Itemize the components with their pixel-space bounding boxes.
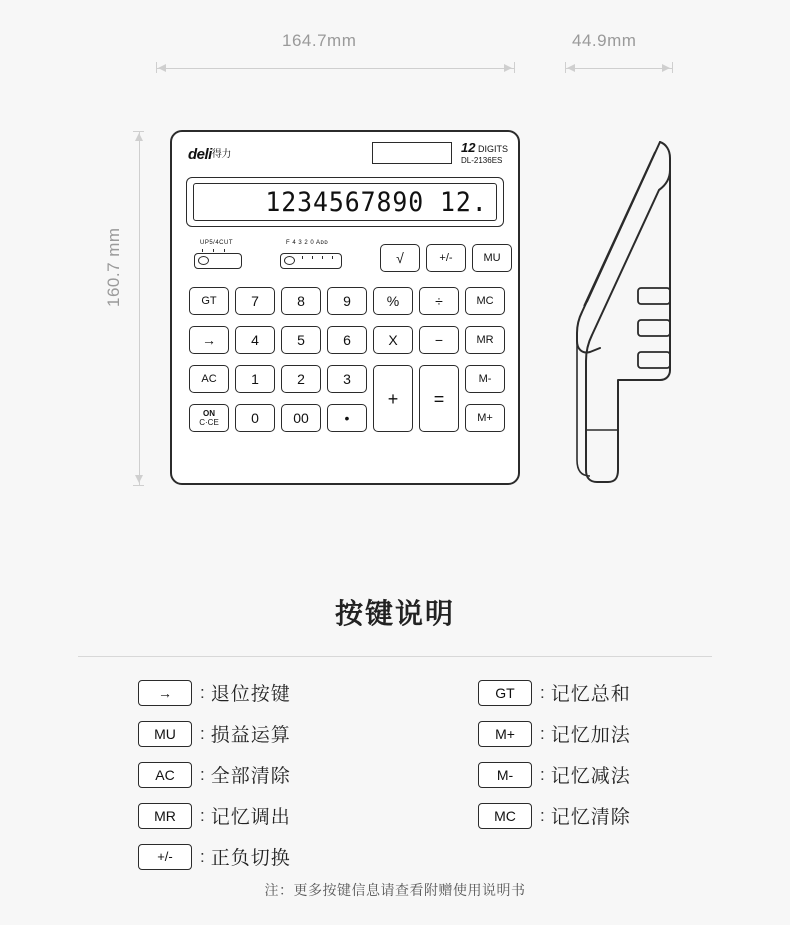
brand-logo [188, 145, 231, 163]
legend-colon: : [540, 764, 545, 784]
switch-rounding-knob[interactable] [198, 256, 209, 265]
switch-row [186, 240, 504, 274]
legend-colon: : [540, 682, 545, 702]
dimension-height-arrow-bottom [135, 475, 143, 483]
key-on-c-ce[interactable] [189, 404, 229, 432]
model-block [461, 141, 508, 165]
key-plusminus[interactable]: +/- [426, 244, 466, 272]
key-6[interactable]: 6 [327, 326, 367, 354]
key-decimal-point[interactable]: • [327, 404, 367, 432]
dimension-height-line [139, 131, 140, 485]
digits-number: 12 [461, 140, 476, 155]
legend-item-mc [478, 795, 790, 836]
brand-logo-text: deli [188, 146, 212, 163]
key-m-plus[interactable]: M+ [465, 404, 505, 432]
legend-item-plusminus [138, 836, 455, 877]
switch-label-decimal: F 4 3 2 0 Aᴅᴅ [286, 240, 329, 246]
legend-text-plusminus: 正负切换 [210, 848, 291, 869]
key-mu[interactable]: MU [472, 244, 512, 272]
legend-text-mc: 记忆清除 [550, 807, 631, 828]
legend-colon: : [540, 805, 545, 825]
digits-label [461, 141, 508, 156]
key-mc[interactable]: MC [465, 287, 505, 315]
legend-key-ac[interactable]: AC [138, 762, 192, 788]
legend-key-m-plus[interactable]: M+ [478, 721, 532, 747]
solar-panel [372, 142, 452, 164]
switch-tick-b [213, 249, 214, 252]
digits-word: DIGITS [477, 144, 508, 154]
legend-colon: : [200, 723, 205, 743]
switch-decimal-knob[interactable] [284, 256, 295, 265]
legend-text-backspace: 退位按键 [210, 684, 291, 705]
legend-item-mr [138, 795, 455, 836]
key-5[interactable]: 5 [281, 326, 321, 354]
model-number: DL-2136ES [461, 155, 503, 165]
legend-text-m-plus: 记忆加法 [550, 725, 631, 746]
legend-key-plusminus[interactable]: +/- [138, 844, 192, 870]
switch-decimal-tick-d [332, 256, 333, 259]
display-frame [186, 177, 504, 227]
key-mr[interactable]: MR [465, 326, 505, 354]
dimension-height-arrow-top [135, 133, 143, 141]
dimension-depth-arrow-right [662, 64, 670, 72]
dimension-depth-tick-right [672, 62, 673, 73]
key-equals[interactable]: = [419, 365, 459, 432]
legend-item-gt [478, 672, 790, 713]
dimension-height-tick-top [133, 131, 144, 132]
switch-decimal-tick-a [302, 256, 303, 259]
legend-text-ac: 全部清除 [210, 766, 291, 787]
legend-note: 注：更多按键信息请查看附赠使用说明书 [264, 882, 526, 898]
display-value: 1234567890 12. [265, 187, 488, 218]
display-screen [193, 183, 497, 221]
legend-text-gt: 记忆总和 [550, 684, 631, 705]
legend-column-left [138, 672, 455, 877]
section-title: 按键说明 [334, 598, 455, 629]
legend-colon: : [540, 723, 545, 743]
legend-text-m-minus: 记忆减法 [550, 766, 631, 787]
dimension-width-tick-right [514, 62, 515, 73]
legend-item-m-plus [478, 713, 790, 754]
brand-logo-cn-text: 得力 [211, 149, 231, 160]
key-4[interactable]: 4 [235, 326, 275, 354]
key-m-minus[interactable]: M- [465, 365, 505, 393]
dimension-depth-arrow-left [567, 64, 575, 72]
key-minus[interactable]: − [419, 326, 459, 354]
dimension-width-line [156, 68, 514, 69]
dimension-depth-tick-left [565, 62, 566, 73]
key-0[interactable]: 0 [235, 404, 275, 432]
dimension-width-label: 164.7mm [282, 31, 357, 50]
dimension-height-tick-bottom [133, 485, 144, 486]
legend-key-backspace[interactable]: → [138, 680, 192, 706]
switch-decimal-tick-c [322, 256, 323, 259]
key-1[interactable]: 1 [235, 365, 275, 393]
legend-item-mu [138, 713, 455, 754]
dimension-width-arrow-left [158, 64, 166, 72]
dimension-depth-label: 44.9mm [572, 31, 637, 50]
key-00[interactable]: 00 [281, 404, 321, 432]
switch-tick-c [224, 249, 225, 252]
legend-key-mc[interactable]: MC [478, 803, 532, 829]
switch-label-rounding: UP5/4CUT [200, 240, 234, 246]
key-ac[interactable]: AC [189, 365, 229, 393]
key-7[interactable]: 7 [235, 287, 275, 315]
dimension-depth-line [565, 68, 672, 69]
calculator-side-view [560, 130, 685, 490]
dimension-width-tick-left [156, 62, 157, 73]
key-gt[interactable]: GT [189, 287, 229, 315]
legend-item-backspace [138, 672, 455, 713]
legend-text-mu: 损益运算 [210, 725, 291, 746]
legend-item-m-minus [478, 754, 790, 795]
section-divider [78, 656, 712, 657]
switch-decimal-tick-b [312, 256, 313, 259]
legend-column-right [478, 672, 790, 836]
key-2[interactable]: 2 [281, 365, 321, 393]
key-8[interactable]: 8 [281, 287, 321, 315]
key-percent[interactable]: % [373, 287, 413, 315]
legend-text-mr: 记忆调出 [210, 807, 291, 828]
legend-key-m-minus[interactable]: M- [478, 762, 532, 788]
key-multiply[interactable]: X [373, 326, 413, 354]
dimension-height-label: 160.7 mm [104, 227, 123, 307]
legend-colon: : [200, 805, 205, 825]
key-3[interactable]: 3 [327, 365, 367, 393]
legend-colon: : [200, 764, 205, 784]
dimension-width-arrow-right [504, 64, 512, 72]
legend-colon: : [200, 846, 205, 866]
key-on-label: ON [203, 408, 215, 418]
legend-colon: : [200, 682, 205, 702]
key-plus[interactable]: + [373, 365, 413, 432]
key-9[interactable]: 9 [327, 287, 367, 315]
calculator-front-view [170, 130, 520, 485]
key-backspace[interactable]: → [189, 326, 229, 354]
legend-key-mu[interactable]: MU [138, 721, 192, 747]
switch-tick-a [202, 249, 203, 252]
key-divide[interactable]: ÷ [419, 287, 459, 315]
key-sqrt[interactable]: √ [380, 244, 420, 272]
legend-key-mr[interactable]: MR [138, 803, 192, 829]
legend-key-gt[interactable]: GT [478, 680, 532, 706]
legend-item-ac [138, 754, 455, 795]
key-c-ce-label: C·CE [199, 417, 219, 427]
